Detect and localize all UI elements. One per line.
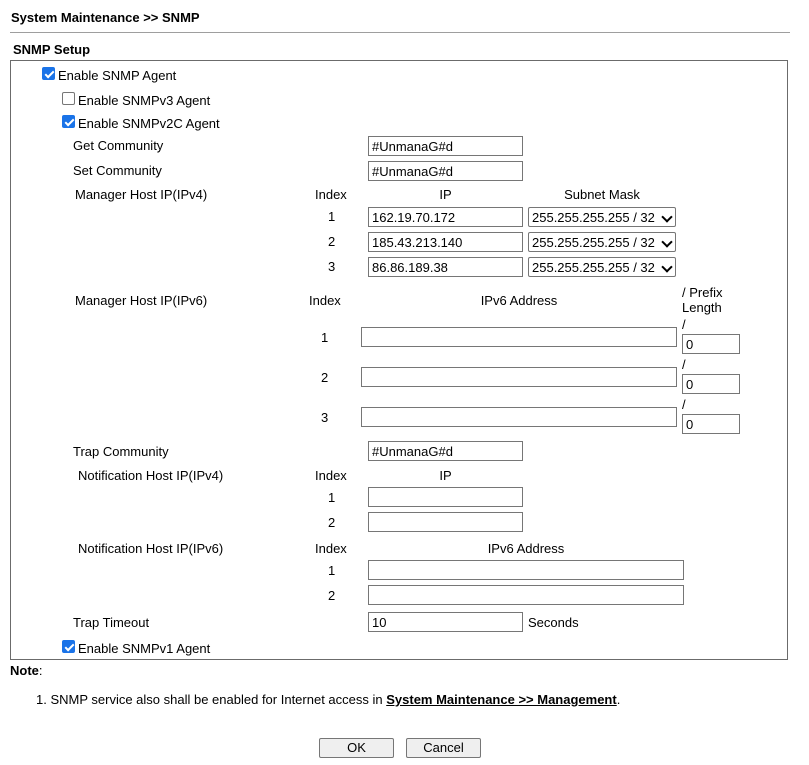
manager-ipv4-mask-header: Subnet Mask — [564, 187, 640, 202]
header-divider — [10, 32, 790, 33]
note-colon: : — [38, 663, 43, 678]
manager-ipv6-label: Manager Host IP(IPv6) — [75, 293, 208, 308]
set-community-label: Set Community — [73, 163, 162, 178]
chevron-down-icon — [661, 211, 672, 222]
enable-snmpv1-label: Enable SNMPv1 Agent — [78, 641, 211, 656]
get-community-input[interactable] — [368, 136, 523, 156]
trap-community-label: Trap Community — [73, 444, 169, 459]
manager-ipv6-prefix-input[interactable] — [682, 334, 740, 354]
notification-ipv4-label: Notification Host IP(IPv4) — [78, 468, 224, 483]
notification-ipv6-address-input[interactable] — [368, 585, 684, 605]
section-title: SNMP Setup — [13, 42, 91, 57]
chevron-down-icon — [661, 261, 672, 272]
prefix-separator: / — [682, 357, 686, 372]
manager-ipv4-mask-value: 255.255.255.255 / 32 — [532, 235, 655, 250]
manager-ipv4-index: 3 — [328, 259, 336, 274]
manager-ipv4-ip-input[interactable] — [368, 232, 523, 252]
prefix-separator: / — [682, 317, 686, 332]
manager-ipv6-address-header: IPv6 Address — [480, 293, 558, 308]
manager-ipv4-mask-value: 255.255.255.255 / 32 — [532, 260, 655, 275]
manager-ipv4-index: 1 — [328, 209, 336, 224]
manager-ipv4-mask-value: 255.255.255.255 / 32 — [532, 210, 655, 225]
manager-ipv6-address-input[interactable] — [361, 407, 677, 427]
manager-ipv6-index: 1 — [321, 330, 329, 345]
get-community-label: Get Community — [73, 138, 164, 153]
notification-ipv6-index-header: Index — [315, 541, 347, 556]
enable-snmpv3-label: Enable SNMPv3 Agent — [78, 93, 211, 108]
manager-ipv4-mask-select[interactable] — [528, 232, 676, 252]
manager-ipv6-prefix-input[interactable] — [682, 414, 740, 434]
manager-ipv6-index-header: Index — [309, 293, 341, 308]
manager-ipv6-index: 3 — [321, 410, 329, 425]
enable-snmpv1-checkbox[interactable] — [62, 640, 75, 653]
trap-timeout-input[interactable] — [368, 612, 523, 632]
manager-ipv4-mask-select[interactable] — [528, 207, 676, 227]
notification-ipv6-address-input[interactable] — [368, 560, 684, 580]
manager-ipv4-label: Manager Host IP(IPv4) — [75, 187, 208, 202]
cancel-button[interactable]: Cancel — [406, 738, 481, 758]
notification-ipv6-address-header: IPv6 Address — [487, 541, 565, 556]
set-community-input[interactable] — [368, 161, 523, 181]
enable-snmpv3-checkbox[interactable] — [62, 92, 75, 105]
notification-ipv4-index: 2 — [328, 515, 336, 530]
notification-ipv4-index: 1 — [328, 490, 336, 505]
enable-snmp-agent-checkbox[interactable] — [42, 67, 55, 80]
note-item — [36, 692, 620, 707]
prefix-separator: / — [682, 397, 686, 412]
manager-ipv6-prefix-header: / Prefix Length — [682, 285, 723, 315]
manager-ipv6-address-input[interactable] — [361, 367, 677, 387]
note-item-suffix: . — [616, 692, 621, 707]
manager-ipv4-index: 2 — [328, 234, 336, 249]
manager-ipv4-ip-input[interactable] — [368, 207, 523, 227]
ok-button[interactable]: OK — [319, 738, 394, 758]
notification-ipv4-ip-input[interactable] — [368, 487, 523, 507]
notification-ipv4-index-header: Index — [315, 468, 347, 483]
note-heading — [10, 663, 43, 678]
manager-ipv6-index: 2 — [321, 370, 329, 385]
manager-ipv6-address-input[interactable] — [361, 327, 677, 347]
notification-ipv6-label: Notification Host IP(IPv6) — [78, 541, 224, 556]
breadcrumb: System Maintenance >> SNMP — [11, 10, 200, 25]
enable-snmpv2c-label: Enable SNMPv2C Agent — [78, 116, 220, 131]
note-title: Note — [10, 663, 39, 678]
notification-ipv6-index: 2 — [328, 588, 336, 603]
note-item-text: 1. SNMP service also shall be enabled for Internet access in — [36, 692, 387, 707]
notification-ipv4-ip-input[interactable] — [368, 512, 523, 532]
manager-ipv4-ip-input[interactable] — [368, 257, 523, 277]
trap-timeout-label: Trap Timeout — [73, 615, 150, 630]
enable-snmpv2c-checkbox[interactable] — [62, 115, 75, 128]
notification-ipv4-ip-header: IP — [439, 468, 452, 483]
management-link[interactable]: System Maintenance >> Management — [386, 692, 617, 707]
manager-ipv6-prefix-input[interactable] — [682, 374, 740, 394]
manager-ipv4-index-header: Index — [315, 187, 347, 202]
manager-ipv4-mask-select[interactable] — [528, 257, 676, 277]
trap-timeout-unit: Seconds — [528, 615, 579, 630]
notification-ipv6-index: 1 — [328, 563, 336, 578]
chevron-down-icon — [661, 236, 672, 247]
manager-ipv4-ip-header: IP — [439, 187, 452, 202]
trap-community-input[interactable] — [368, 441, 523, 461]
enable-snmp-agent-label: Enable SNMP Agent — [58, 68, 177, 83]
